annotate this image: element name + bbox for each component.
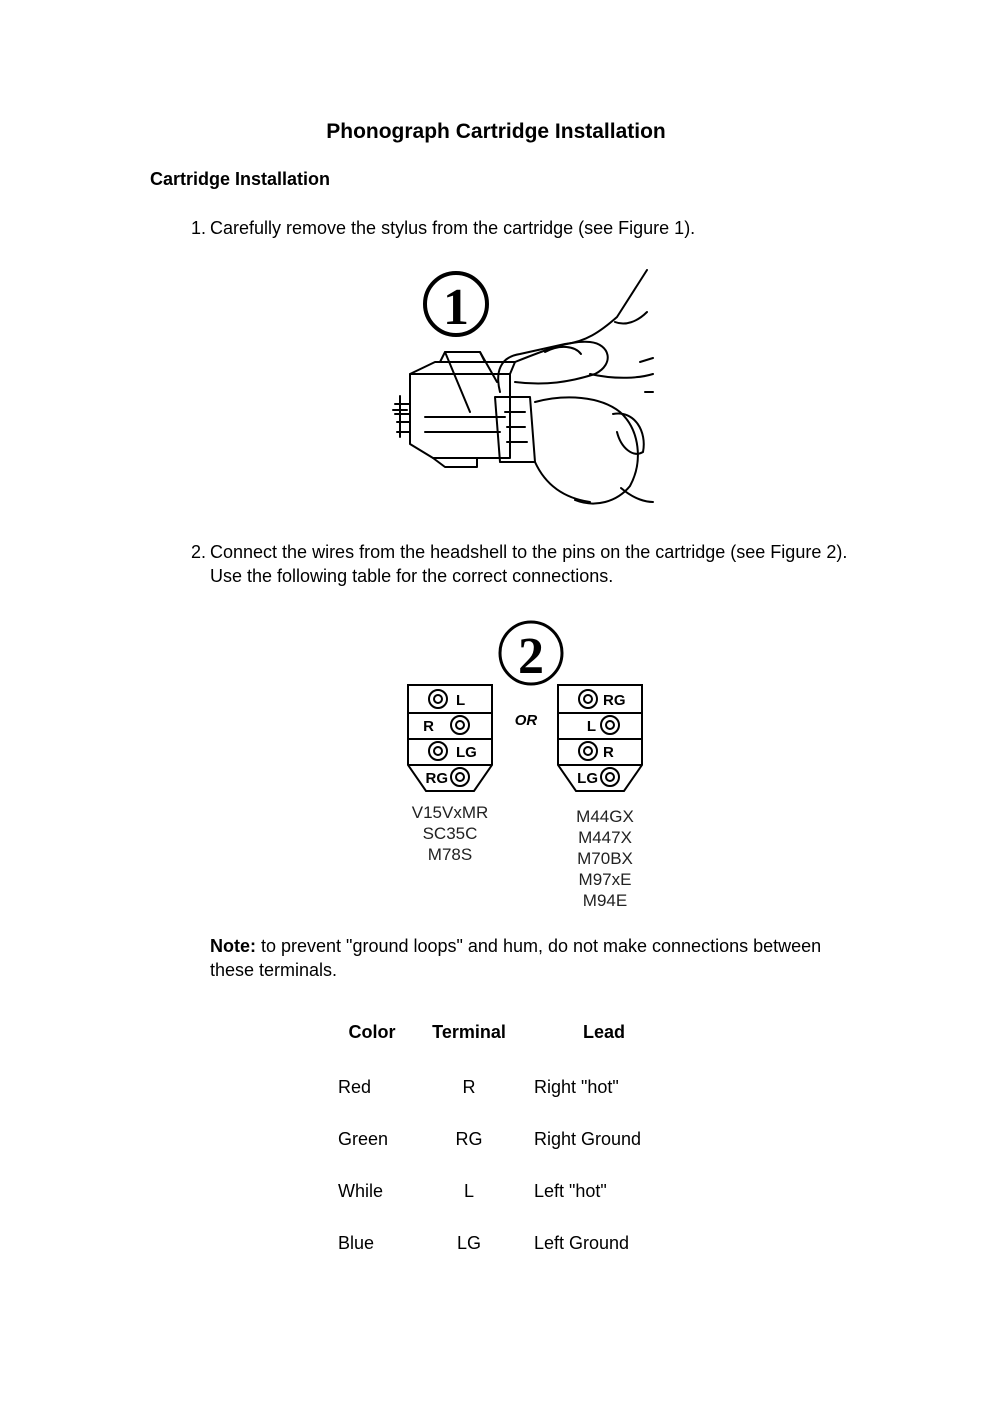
right-pin-label: LG — [577, 770, 598, 787]
left-model-list — [400, 802, 500, 865]
right-pin-label: RG — [603, 692, 626, 709]
figure-1-stylus-removal — [385, 262, 657, 512]
step-text: Connect the wires from the headshell to the pins on the cartridge (see Figure 2). Use the following table for the correct connections. — [210, 542, 848, 586]
cell-lead: Right "hot" — [534, 1077, 619, 1097]
note-text: to prevent "ground loops" and hum, do not make connections between these terminals. — [210, 936, 822, 980]
column-header-lead: Lead — [582, 1021, 625, 1042]
cell-color: Red — [338, 1077, 372, 1097]
model-name: M94E — [582, 891, 628, 910]
cell-lead: Left "hot" — [534, 1181, 607, 1201]
cell-terminal: RG — [455, 1129, 483, 1149]
table-row — [330, 1202, 684, 1254]
section-heading: Cartridge Installation — [150, 169, 331, 189]
cell-terminal: L — [463, 1181, 474, 1201]
step-number: 2. — [190, 542, 206, 562]
right-model-list — [555, 806, 655, 911]
table-row — [330, 1150, 684, 1202]
column-header-terminal: Terminal — [432, 1021, 506, 1042]
model-name: M447X — [578, 828, 632, 847]
right-pin-label: R — [603, 744, 614, 761]
figure-1-number: 1 — [443, 279, 469, 336]
cell-terminal: R — [462, 1077, 476, 1097]
left-pin-label: L — [456, 692, 466, 709]
model-name: M78S — [427, 845, 473, 864]
left-pin-label: R — [423, 718, 434, 735]
column-header-color: Color — [348, 1021, 396, 1042]
note-label: Note: — [210, 936, 256, 956]
model-name: M97xE — [578, 870, 632, 889]
cell-lead: Right Ground — [534, 1129, 642, 1149]
table-row — [330, 1046, 684, 1098]
left-pin-label: RG — [425, 770, 448, 787]
model-name: M70BX — [577, 849, 633, 868]
model-name: M44GX — [576, 807, 634, 826]
or-label: OR — [514, 712, 538, 729]
step-number: 1. — [190, 218, 206, 238]
right-pin-label: L — [586, 718, 596, 735]
cell-color: Blue — [338, 1233, 375, 1253]
note-paragraph — [210, 934, 850, 982]
figure-2-number: 2 — [518, 628, 544, 685]
step-text: Carefully remove the stylus from the cartridge (see Figure 1). — [210, 218, 696, 238]
step-2 — [180, 540, 880, 588]
model-name: V15VxMR — [411, 803, 489, 822]
table-row — [330, 1098, 684, 1150]
cell-lead: Left Ground — [534, 1233, 630, 1253]
step-1 — [180, 216, 880, 240]
page-title: Phonograph Cartridge Installation — [326, 120, 666, 143]
left-pin-label: LG — [456, 744, 477, 761]
cell-color: While — [338, 1181, 384, 1201]
connection-table — [330, 1018, 684, 1254]
figure-2-pin-diagrams — [400, 615, 660, 810]
table-header-row — [330, 1018, 684, 1046]
model-name: SC35C — [422, 824, 478, 843]
cell-terminal: LG — [456, 1233, 481, 1253]
cell-color: Green — [338, 1129, 389, 1149]
